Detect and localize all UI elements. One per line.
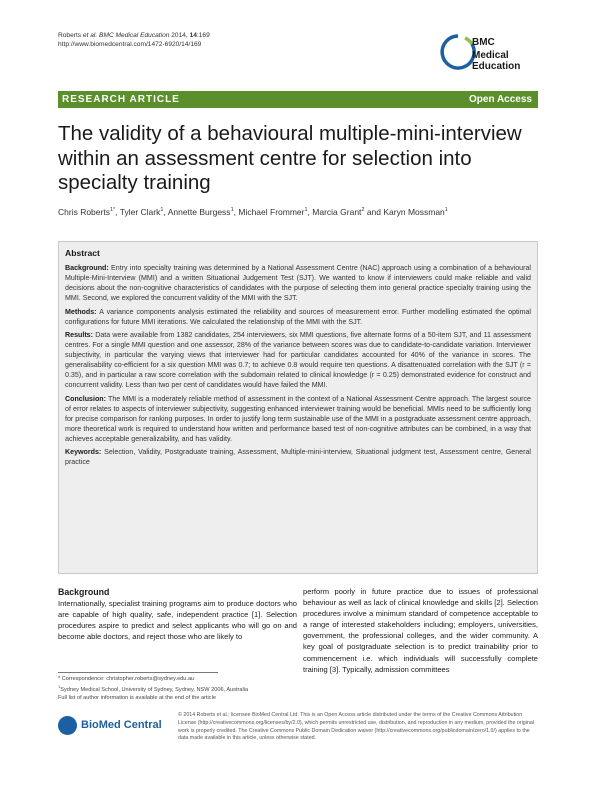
- body-text: Internationally, specialist training programs aim to produce doctors who are capable of high quality, safe, independent practice [1]. Selection procedures aspire to predict and select applicants who will go on and become able doctors, and reject those who are likely to: [58, 599, 297, 642]
- article-type: RESEARCH ARTICLE: [62, 94, 180, 105]
- body-column-right: [303, 586, 538, 675]
- author[interactable]: Annette Burgess$^1$: [167, 207, 234, 217]
- author[interactable]: Chris Roberts$^{1*}$: [58, 207, 116, 217]
- open-access-label: Open Access: [469, 94, 532, 105]
- author[interactable]: Marcia Grant$^2$: [312, 207, 365, 217]
- journal-logo-line1: BMC: [472, 37, 495, 48]
- abstract-box: [58, 241, 538, 574]
- abstract-results: Results: Data were available from 1382 candidates, 254 interviewers, six MMI questions, five alternate forms of a 50-item SJT, and 11 assessment centres. For a single MMI question and one assessor, 28% of the variance between scores was due to candidate-to-candidate variation. Interviewer subjectivity, in particular the varying views that interviewer had for particular candidates accounted for 40% of the variance in scores. The generalisability co-efficient for a six question MMI was 0.7; to achieve 0.8 would require ten questions. A disattenuated correlation with the SJT (r = 0.35), and in particular a raw score correlation with the subdomain related to clinical knowledge (r = 0.25) demonstrated evidence for construct and concurrent validity. Less than two per cent of candidates would have failed the MMI.: [65, 331, 531, 389]
- author[interactable]: Tyler Clark$^1$: [119, 207, 164, 217]
- journal-logo-line2: Medical Education: [472, 50, 521, 72]
- footnotes: [58, 675, 298, 702]
- article-url[interactable]: http://www.biomedcentral.com/1472-6920/14/169: [58, 41, 202, 48]
- article-type-banner: [58, 91, 538, 108]
- publisher-name: BioMed Central: [81, 719, 162, 731]
- section-heading: Background: [58, 587, 110, 597]
- correspondence[interactable]: * Correspondence: christopher.roberts@sydney.edu.au: [58, 676, 195, 682]
- footnote-rule: [58, 672, 218, 673]
- abstract-conclusion: Conclusion: The MMI is a moderately reliable method of assessment in the context of a National Assessment Centre approach. The largest source of error relates to aspects of interviewer subjectivity, suggesting enhanced interviewer training would be beneficial. MMIs need to be sufficiently long for precise comparison for ranking purposes. In order to justify long term sustainable use of the MMI in a postgraduate assessment centre approach, more theoretical work is required to understand how written and performance based test of non-cognitive attributes can be combined, in a way that achieves acceptable generalizability, and has validity.: [65, 394, 531, 443]
- running-header: [58, 31, 210, 49]
- body-column-left: [58, 587, 297, 642]
- author[interactable]: Karyn Mossman$^1$: [383, 207, 448, 217]
- article-title: The validity of a behavioural multiple-mini-interview within an assessment centre for selection into specialty training: [58, 122, 522, 194]
- abstract-keywords: Keywords: Selection, Validity, Postgraduate training, Assessment, Multiple-mini-interview, Situational judgment test, Assessment centre, General practice: [65, 448, 531, 467]
- abstract-methods: Methods: A variance components analysis estimated the reliability and sources of measurement error. Further modelling estimated the optimal configurations for future MMI iterations. We calculated the relationship of the MMI with the SJT.: [65, 307, 531, 326]
- author[interactable]: Michael Frommer$^1$: [238, 207, 308, 217]
- journal-logo: [438, 28, 548, 72]
- abstract-background: Background: Entry into specialty training was determined by a National Assessment Centre (NAC) approach using a combination of a behavioural Multiple-Mini-Interview (MMI) and a written Situational Judgement Test (SJT). We wanted to know if interviewers could make reliable and valid decisions about the non-cognitive characteristics of candidates with the purpose of selecting them into general practice specialty training using the MMI. Second, we explored the concurrent validity of the MMI with the SJT.: [65, 264, 531, 302]
- biomed-central-icon: [58, 716, 77, 735]
- author-info-note: Full list of author information is available at the end of the article: [58, 694, 216, 701]
- license-text: © 2014 Roberts et al.; licensee BioMed Central Ltd. This is an Open Access article distributed under the terms of the Creative Commons Attribution License (http://creativecommons.org/licenses/by/2.0), which permits unrestricted use, distribution, and reproduction in any medium, provided the original work is properly credited. The Creative Commons Public Domain Dedication waiver (http://creativecommons.org/publicdomain/zero/1.0/) applies to the data made available in this article, unless otherwise stated.: [178, 712, 534, 742]
- abstract-heading: Abstract: [65, 248, 100, 258]
- author-list: Chris Roberts$^{1*}$, Tyler Clark$^1$, Annette Burgess$^1$, Michael Frommer$^1$, Marcia Grant$^2$ and Karyn Mossman$^1$: [58, 207, 448, 217]
- body-text: perform poorly in future practice due to issues of professional behaviour as well as lack of clinical knowledge and skills [2]. Selection procedures involve a minimum standard of competence acceptable to a range of interested stakeholders including; employers, universities, government, the professional colleges, and the wider community. A key goal of postgraduate selection is to predict trainability prior to commencement i.e. which individuals will successfully complete training [3]. Typically, admission committees: [303, 587, 538, 674]
- affiliation: $^1$Sydney Medical School, University of Sydney, Sydney, NSW 2006, Australia: [58, 684, 249, 693]
- publisher-logo: [58, 716, 168, 736]
- citation-line: Roberts et al. BMC Medical Education 2014, 14:169: [58, 32, 210, 39]
